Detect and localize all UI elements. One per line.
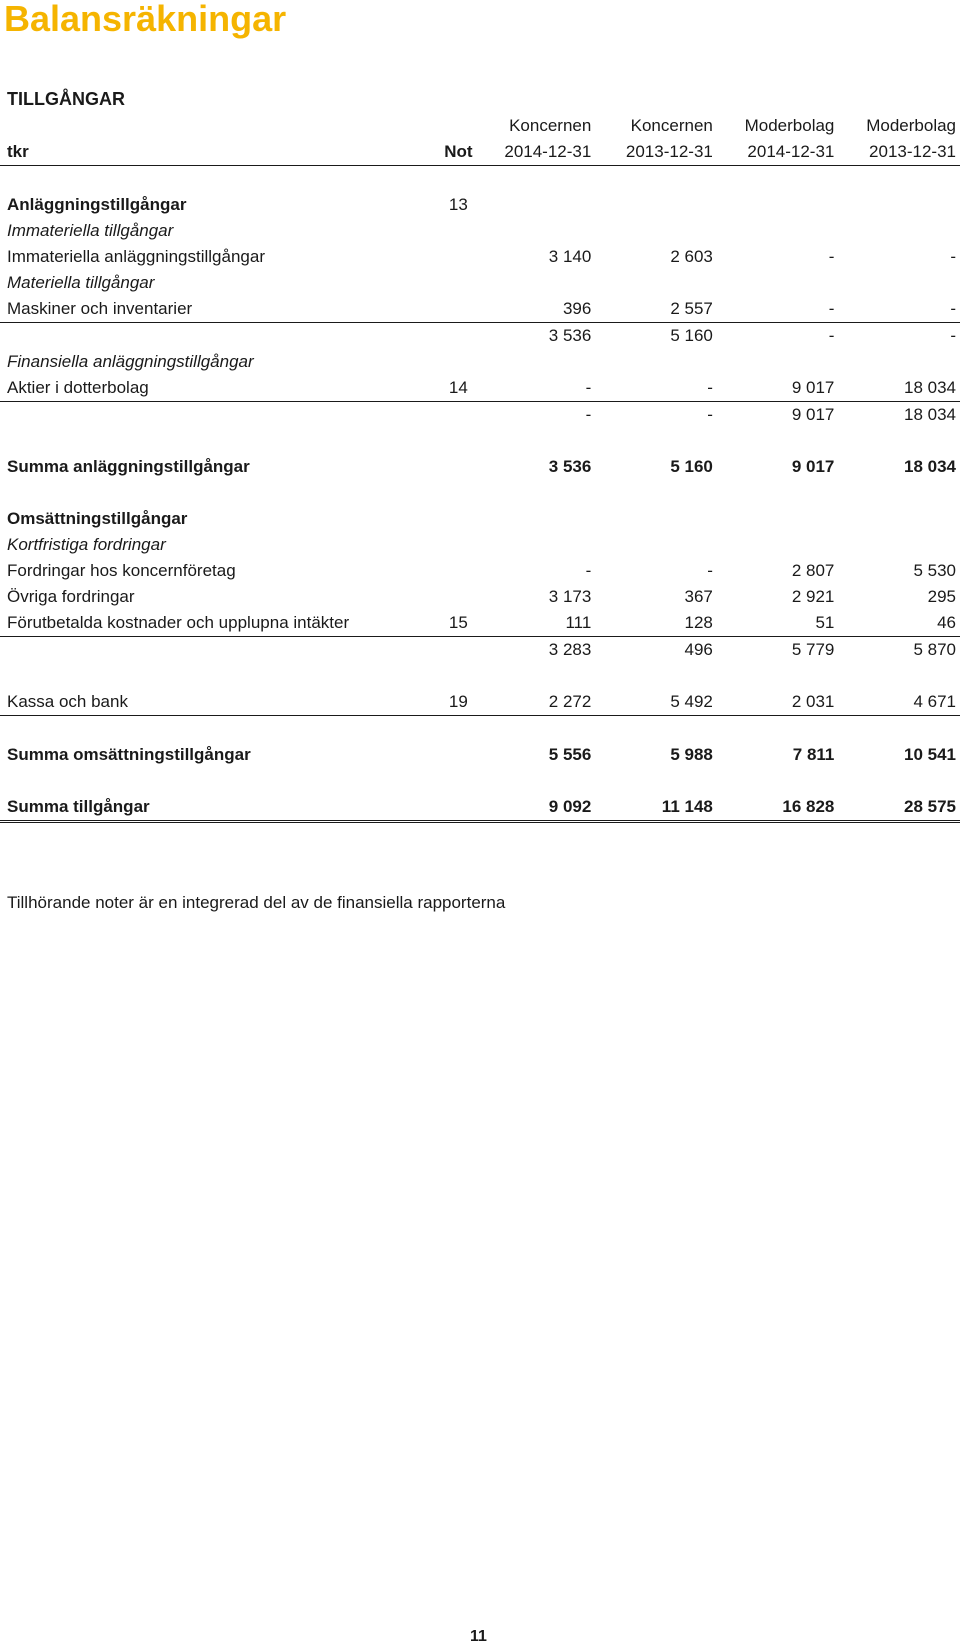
row-label: Kortfristiga fordringar (7, 535, 166, 554)
table-row (0, 794, 960, 822)
row-label: Aktier i dotterbolag (0, 375, 443, 402)
row-value: 5 492 (595, 689, 717, 716)
row-value (838, 349, 960, 375)
page-title: Balansräkningar (4, 0, 287, 39)
row-note (443, 402, 474, 429)
table-row (0, 637, 960, 664)
row-value: - (828, 247, 835, 266)
column-date: 2014-12-31 (717, 139, 839, 166)
row-value: - (585, 561, 592, 580)
row-value (595, 192, 717, 218)
row-label: Immateriella tillgångar (7, 221, 174, 240)
row-value (474, 192, 596, 218)
row-value (838, 218, 960, 244)
header-row-entities (0, 113, 960, 139)
table-row (0, 296, 960, 323)
row-value: - (950, 247, 956, 266)
row-label: Omsättningstillgångar (7, 509, 188, 528)
table-row (0, 742, 960, 768)
row-value: 2 272 (474, 689, 596, 716)
row-value: - (707, 561, 713, 580)
row-value: 9 017 (791, 405, 835, 424)
row-label: Summa tillgångar (0, 794, 443, 822)
row-value: 4 671 (838, 689, 960, 716)
row-value: 5 988 (670, 745, 713, 764)
row-value (838, 192, 960, 218)
row-value: 7 811 (792, 745, 835, 764)
balance-sheet-table (0, 113, 960, 823)
row-note (443, 506, 474, 532)
row-value: 128 (595, 610, 717, 637)
row-spacer (0, 480, 960, 506)
row-note: 13 (448, 195, 468, 214)
table-row (0, 689, 960, 716)
table-row (0, 323, 960, 350)
row-value (595, 218, 717, 244)
row-note (443, 244, 474, 270)
row-value: 28 575 (838, 794, 960, 822)
row-value: - (585, 405, 592, 424)
row-value: 3 173 (548, 587, 592, 606)
row-value: 9 017 (791, 457, 835, 476)
row-value: 496 (684, 640, 713, 659)
column-entity: Koncernen (630, 116, 713, 135)
row-value: 46 (838, 610, 960, 637)
column-date: 2014-12-31 (474, 139, 596, 166)
row-label: Anläggningstillgångar (7, 195, 187, 214)
row-value (474, 506, 596, 532)
row-label: Materiella tillgångar (7, 273, 155, 292)
row-value (474, 218, 596, 244)
row-note (443, 349, 474, 375)
column-entity: Moderbolag (744, 116, 835, 135)
table-row (0, 349, 960, 375)
row-value: - (707, 405, 713, 424)
row-value: 5 530 (913, 561, 956, 580)
row-value (717, 192, 839, 218)
row-value: 3 283 (548, 640, 592, 659)
row-label: Maskiner och inventarier (0, 296, 443, 323)
row-value: - (474, 375, 596, 402)
row-note: 14 (443, 375, 474, 402)
row-note (443, 742, 474, 768)
row-spacer (0, 716, 960, 743)
row-note (443, 637, 474, 664)
row-note (443, 323, 474, 350)
row-note: 15 (443, 610, 474, 637)
row-value (717, 218, 839, 244)
row-value: 51 (717, 610, 839, 637)
row-value: - (595, 375, 717, 402)
row-note (443, 296, 474, 323)
table-row (0, 506, 960, 532)
row-note (443, 558, 474, 584)
row-value: 18 034 (838, 375, 960, 402)
row-label: Summa omsättningstillgångar (7, 745, 251, 764)
column-entity: Koncernen (509, 116, 592, 135)
row-value: 16 828 (717, 794, 839, 822)
row-note (443, 454, 474, 480)
row-value (838, 506, 960, 532)
row-spacer (0, 768, 960, 794)
table-row (0, 532, 960, 558)
header-row-dates (0, 139, 960, 166)
row-label: Övriga fordringar (7, 587, 135, 606)
row-value (474, 349, 596, 375)
column-entity: Moderbolag (866, 116, 956, 135)
column-date: 2013-12-31 (838, 139, 960, 166)
table-row (0, 375, 960, 402)
row-value: - (838, 296, 960, 323)
row-note (443, 532, 474, 558)
row-value: 5 160 (670, 457, 713, 476)
row-value: - (717, 296, 839, 323)
row-value: 295 (927, 587, 956, 606)
row-label: Summa anläggningstillgångar (7, 457, 250, 476)
row-value (717, 532, 839, 558)
table-row (0, 402, 960, 429)
row-value: 11 148 (595, 794, 717, 822)
row-value (717, 349, 839, 375)
row-value: 9 017 (717, 375, 839, 402)
row-note (443, 218, 474, 244)
row-label (0, 323, 443, 350)
row-note (443, 270, 474, 296)
row-value (717, 270, 839, 296)
row-value: 3 140 (548, 247, 592, 266)
row-value: 367 (684, 587, 713, 606)
row-value: - (950, 326, 956, 345)
row-value (474, 270, 596, 296)
table-row (0, 244, 960, 270)
column-date: 2013-12-31 (595, 139, 717, 166)
row-value: 3 536 (548, 457, 592, 476)
row-label: Kassa och bank (0, 689, 443, 716)
row-label: Förutbetalda kostnader och upplupna intäkter (0, 610, 443, 637)
row-value: 2 603 (670, 247, 713, 266)
row-value: 9 092 (474, 794, 596, 822)
row-note (443, 794, 474, 822)
row-value (595, 532, 717, 558)
row-spacer (0, 428, 960, 454)
row-label: Immateriella anläggningstillgångar (7, 247, 265, 266)
row-spacer (0, 663, 960, 689)
table-row (0, 192, 960, 218)
row-value: 5 870 (913, 640, 956, 659)
row-label (0, 637, 443, 664)
row-value (838, 532, 960, 558)
page-number: 11 (470, 1628, 487, 1645)
footnote: Tillhörande noter är en integrerad del av de finansiella rapporterna (7, 893, 506, 912)
row-value (595, 506, 717, 532)
table-row (0, 218, 960, 244)
row-value: 2 921 (791, 587, 835, 606)
row-value: 5 779 (791, 640, 835, 659)
table-row (0, 558, 960, 584)
row-value: 396 (474, 296, 596, 323)
row-value: 18 034 (904, 405, 956, 424)
row-label (0, 402, 443, 429)
row-label: Finansiella anläggningstillgångar (7, 352, 254, 371)
balance-sheet-rows (0, 192, 960, 822)
row-note (443, 584, 474, 610)
row-value: 111 (474, 610, 596, 637)
row-value: - (828, 326, 835, 345)
row-value: 2 557 (595, 296, 717, 323)
row-value (595, 270, 717, 296)
row-value: 5 160 (670, 326, 713, 345)
table-row (0, 270, 960, 296)
row-label: Fordringar hos koncernföretag (7, 561, 236, 580)
row-value: 2 807 (791, 561, 835, 580)
row-value (838, 270, 960, 296)
row-value: 10 541 (904, 745, 956, 764)
row-value (474, 532, 596, 558)
table-row (0, 584, 960, 610)
section-heading: TILLGÅNGAR (7, 89, 125, 109)
unit-label: tkr (0, 139, 443, 166)
row-note: 19 (443, 689, 474, 716)
row-value: 18 034 (904, 457, 956, 476)
row-value: 2 031 (717, 689, 839, 716)
row-value (717, 506, 839, 532)
table-row (0, 610, 960, 637)
note-column-label: Not (443, 139, 474, 166)
table-row (0, 454, 960, 480)
row-value: 3 536 (548, 326, 592, 345)
header-spacer (0, 166, 960, 193)
row-value (595, 349, 717, 375)
row-value: 5 556 (548, 745, 592, 764)
